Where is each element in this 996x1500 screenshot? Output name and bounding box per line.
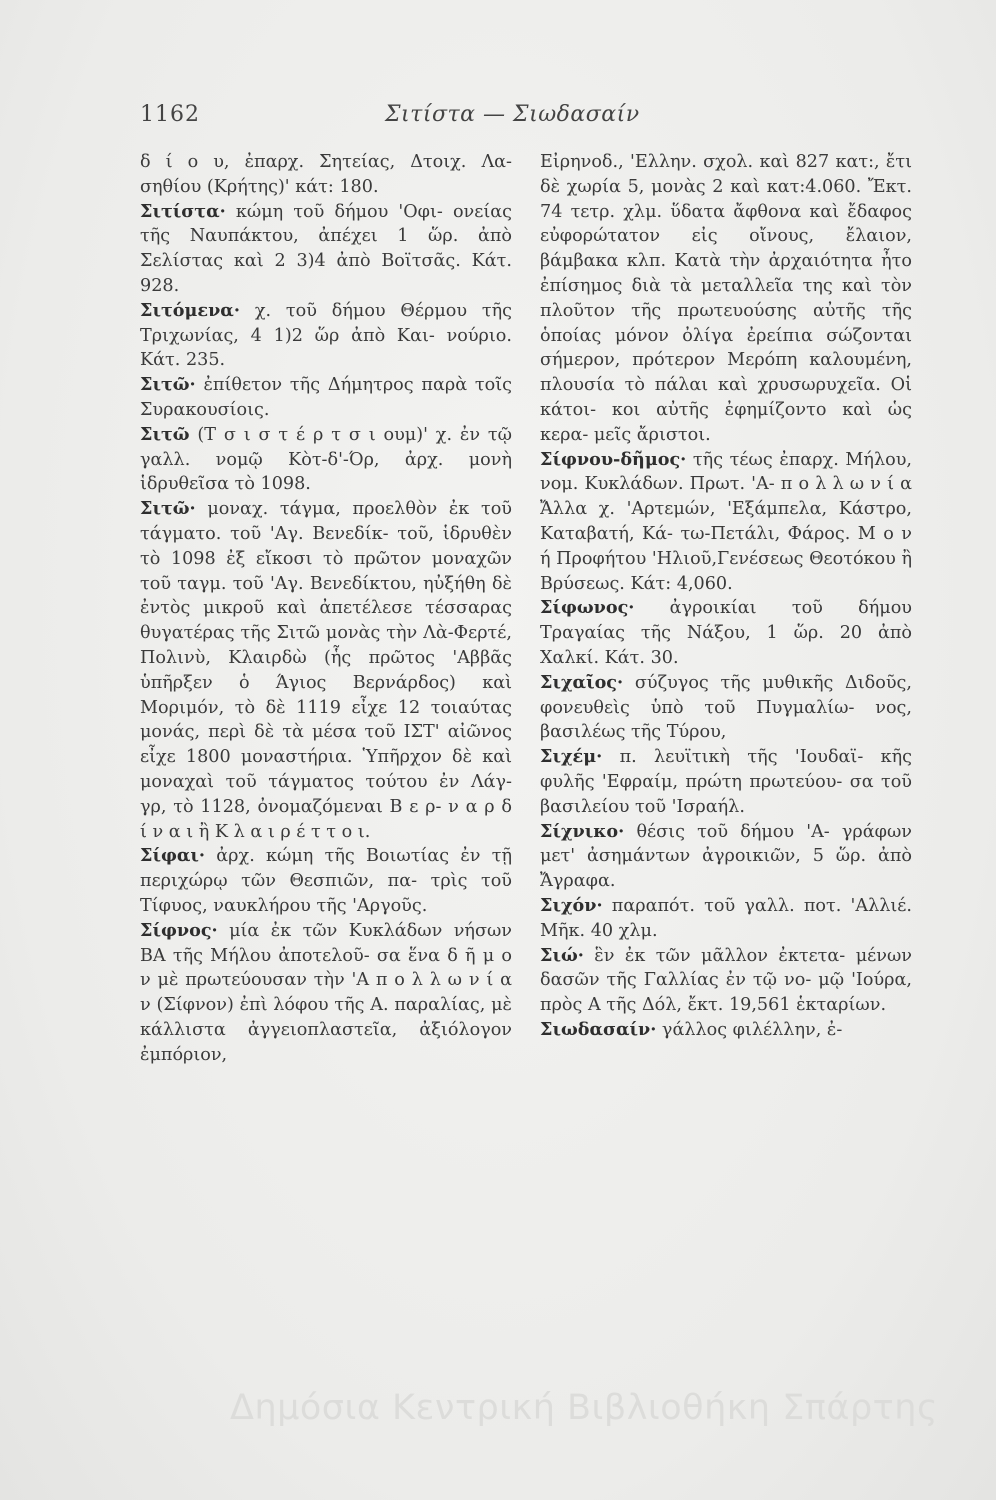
entry-text: παραπότ. τοῦ γαλλ. ποτ. 'Αλλιέ. Μῆκ. 40 χλμ. [540,895,912,941]
page-header [140,102,860,142]
entry-text: ἀγροικίαι τοῦ δήμου Τραγαίας τῆς Νάξου, 1 ὥρ. 20 ἀπὸ Χαλκί. Κάτ. 30. [540,598,912,668]
entry-headword: Σιτῶ [140,423,190,445]
entry-headword: Σιωδασαίν· [540,1018,657,1040]
entry [540,448,912,597]
page-number: 1162 [140,102,200,127]
entry-text: δ ί ο υ, ἐπαρχ. Σητείας, Δτοιχ. Λα- σηθίου (Κρήτης)' κάτ: 180. [140,152,512,197]
entry-text: ἐπίθετον τῆς Δήμητρος παρὰ τοῖς Συρακουσίοις. [140,375,512,420]
entry-headword: Σιχόν· [540,894,603,916]
entry-text: (Τ σ ι σ τ έ ρ τ σ ι ουμ)' χ. ἐν τῷ γαλλ. νομῷ Κὸτ-δ'-Όρ, ἀρχ. μονὴ ἱδρυθεῖσα τὸ 1098. [140,424,512,495]
entry-text: θέσις τοῦ δήμου 'Α- γράφων μετ' ἀσημάντων ἀγροικιῶν, 5 ὥρ. ἀπὸ Ἄγραφα. [540,821,912,892]
entry-text: ἀρχ. κώμη τῆς Βοιωτίας ἐν τῇ περιχώρῳ τῶν Θεσπιῶν, πα- τρὶς τοῦ Τίφυος, ναυκλήρου τῆς 'Αργοῦς. [140,846,512,916]
entry-headword: Σίφνου-δῆμος· [540,448,687,470]
entry-headword: Σιτῶ· [140,498,196,520]
entry [140,497,512,844]
entry [140,919,512,1068]
entry [140,200,512,299]
left-column [140,150,512,1067]
entry-text: ἓν ἐκ τῶν μᾶλλον ἐκτετα- μένων δασῶν τῆς Γαλλίας ἐν τῷ νο- μῷ 'Ιούρα, πρὸς Α τῆς Δόλ, ἔκτ. 19,561 ἑκταρίων. [540,945,912,1016]
entry [540,671,912,745]
entry-headword: Σίφωνος· [540,597,635,619]
entry [540,745,912,819]
entry [140,373,512,423]
entry [540,894,912,944]
entry-text: π. λευϊτικὴ τῆς 'Ιουδαϊ- κῆς φυλῆς 'Εφραίμ, πρώτη πρωτεύου- σα τοῦ βασιλείου τοῦ 'Ισραήλ. [540,747,912,817]
library-watermark: Δημόσια Κεντρική Βιβλιοθήκη Σπάρτης [230,1388,938,1428]
entry-text: μοναχ. τάγμα, προελθὸν ἐκ τοῦ τάγματο. τοῦ 'Αγ. Βενεδίκ- τοῦ, ἱδρυθὲν τὸ 1098 ἐξ εἴκοσι τὸ πρῶτον μοναχῶν τοῦ ταγμ. τοῦ 'Αγ. Βενεδίκτου, ηὐξήθη δὲ ἐντὸς μικροῦ καὶ ἀπετέλεσε τέσσαρας θυγατέρας τῆς Σιτῶ μονὰς τὴν Λὰ-Φερτέ, Πολινὺ, Κλαιρδὼ (ἧς πρῶτος 'Αββᾶς ὑπῆρξεν ὁ Άγιος Βερνάρδος) καὶ Μοριμόν, τὸ δὲ 1119 εἶχε 12 τοιαύτας μονάς, περὶ δὲ τὰ μέσα τοῦ ΙΣΤ' αἰῶνος εἶχε 1800 μοναστήρια. Ὑπῆρχον δὲ καὶ μοναχαὶ τοῦ τάγματος τούτου ἐν Λάγ- γρ, τὸ 1128, ὀνομαζόμεναι Β ε ρ- ν α ρ δ ί ν α ι ἢ Κ λ α ι ρ έ τ τ ο ι. [140,499,512,842]
entry-headword: Σίχνικο· [540,820,625,842]
entry-text: κώμη τοῦ δήμου 'Οφι- ονείας τῆς Ναυπάκτου, ἀπέχει 1 ὥρ. ἀπὸ Σελίστας καὶ 2 3)4 ἀπὸ Βοϊτσᾶς. Κάτ. 928. [140,201,512,296]
entry [540,150,912,448]
entry-headword: Σιτίστα· [140,200,226,222]
entry-text: μία ἐκ τῶν Κυκλάδων νήσων ΒΑ τῆς Μήλου ἀποτελοῦ- σα ἕνα δ ῆ μ ο ν μὲ πρωτεύουσαν τὴν 'Α π ο λ λ ω ν ί α ν (Σίφνον) ἐπὶ λόφου τῆς Α. παραλίας, μὲ κάλλιστα ἀγγειοπλαστεῖα, ἀξιόλογον ἐμπόριον, [140,920,512,1065]
entry-text: τῆς τέως ἐπαρχ. Μήλου, νομ. Κυκλάδων. Πρωτ. 'Α- π ο λ λ ω ν ί α Ἄλλα χ. 'Αρτεμών, 'Εξάμπελα, Κάστρο, Καταβατή, Κά- τω-Πετάλι, Φάρος. Μ ο ν ή Προφήτου 'Ηλιοῦ,Γενέσεως Θεοτόκου ἢ Βρύσεως. Κάτ: 4,060. [540,449,912,594]
entry [540,1018,912,1043]
entry-text: γάλλος φιλέλλην, ἐ- [656,1019,843,1040]
entry-text: χ. τοῦ δήμου Θέρμου τῆς Τριχωνίας, 4 1)2 ὥρ ἀπὸ Και- νούριο. Κάτ. 235. [140,300,512,371]
entry [140,299,512,373]
entry-headword: Σίφνος· [140,919,218,941]
entry [540,596,912,670]
entry-headword: Σιχέμ· [540,746,603,768]
entry-text: Εἰρηνοδ., 'Ελλην. σχολ. καὶ 827 κατ:, ἔτι δὲ χωρία 5, μονὰς 2 καὶ κατ:4.060. Ἔκτ. 74 τετρ. χλμ. ὕδατα ἄφθονα καὶ ἔδαφος εὐφορώτατον εἰς οἴνους, ἔλαιον, βάμβακα κλπ. Κατὰ τὴν ἀρχαιότητα ἦτο ἐπίσημος διὰ τὰ μεταλλεῖα της καὶ τὸν πλοῦτον τῆς πρωτευούσης αὐτῆς τῆς ὁποίας μόνον ὀλίγα ἐρείπια σώζονται σήμερον, πρότερον Μερόπη καλουμένη, πλουσία τὸ πάλαι καὶ χρυσωρυχεῖα. Οἱ κάτοι- κοι αὐτῆς ἐφημίζοντο καὶ ὡς κερα- μεῖς ἄριστοι. [540,152,912,445]
entry [140,150,512,200]
entry [540,820,912,894]
entry-text: σύζυγος τῆς μυθικῆς Διδοῦς, φονευθεὶς ὑπὸ τοῦ Πυγμαλίω- νος, βασιλέως τῆς Τύρου, [540,672,912,743]
entry-headword: Σιώ· [540,944,584,966]
entry-headword: Σιτῶ· [140,374,196,396]
right-column [540,150,912,1043]
entry [140,844,512,918]
entry-headword: Σιτόμενα· [140,299,240,321]
running-title: Σιτίστα — Σιωδασαίν [385,102,640,127]
entry [540,944,912,1018]
entry-headword: Σιχαῖος· [540,671,624,693]
entry [140,423,512,497]
entry-headword: Σίφαι· [140,845,206,867]
